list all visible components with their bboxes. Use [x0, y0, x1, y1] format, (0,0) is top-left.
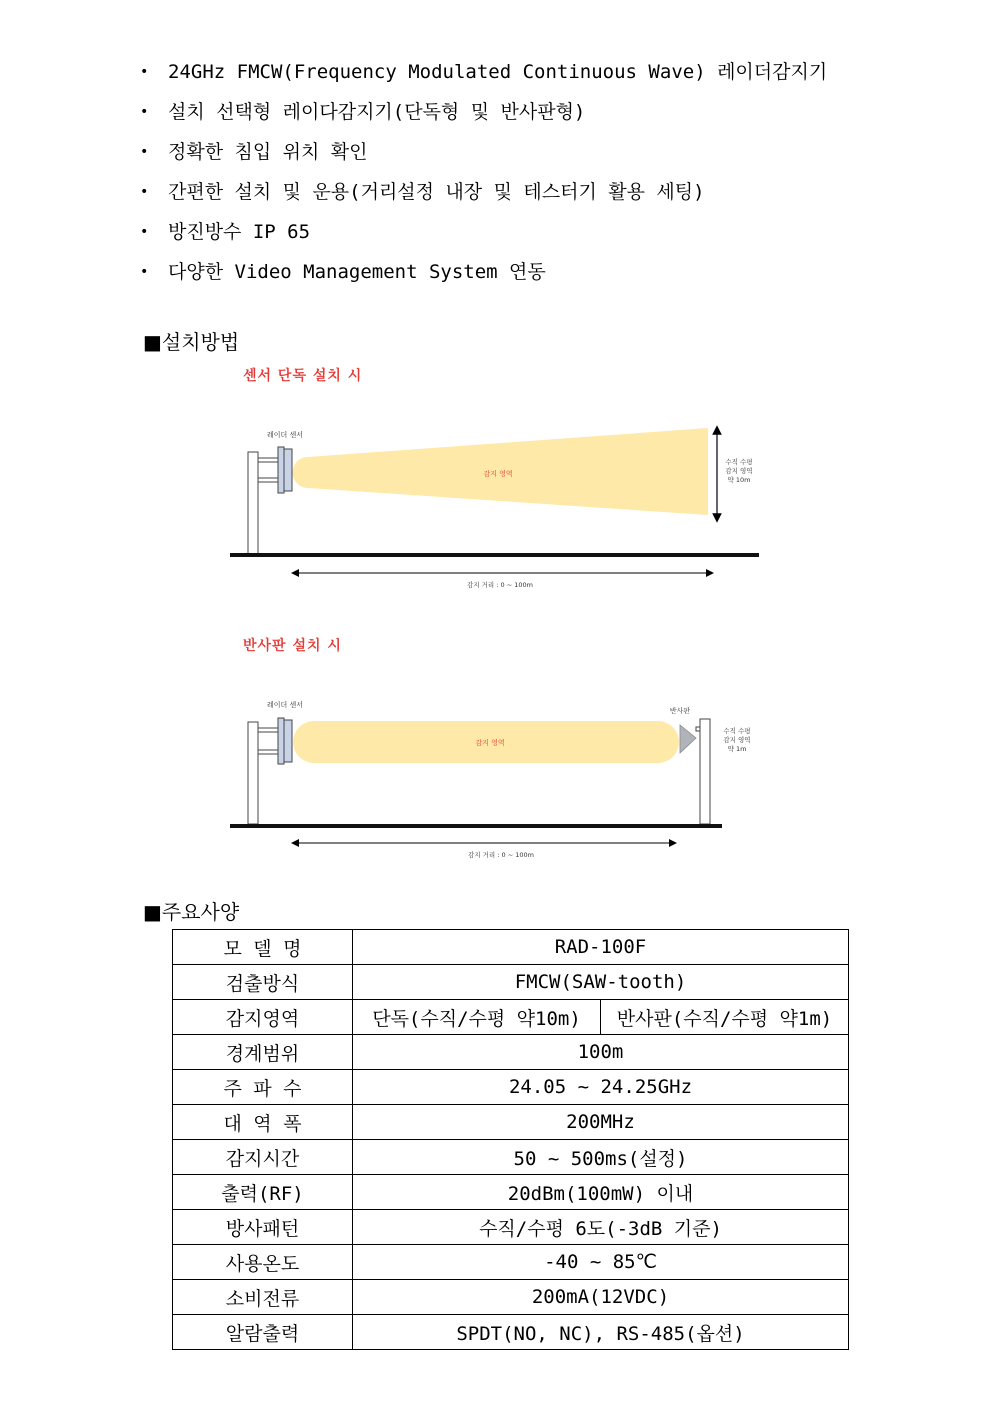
table-row: [173, 1280, 849, 1315]
bullet-icon: •: [140, 224, 149, 240]
table-row: [173, 1315, 849, 1350]
standalone-diagram: [225, 420, 770, 595]
reflector-bracket: [696, 727, 700, 731]
table-row: [173, 1035, 849, 1070]
table-row: [173, 1140, 849, 1175]
bullet-icon: •: [140, 264, 149, 280]
zone-label: 감지 영역: [475, 739, 505, 747]
mounting-pole: [248, 452, 258, 554]
reflector-icon: [680, 725, 696, 753]
feature-item: • 24GHz FMCW(Frequency Modulated Continuous Wave) 레이더감지기: [140, 58, 827, 98]
feature-item: • 방진방수 IP 65: [140, 218, 827, 258]
feature-item: • 설치 선택형 레이다감지기(단독형 및 반사판형): [140, 98, 827, 138]
spec-label: 알람출력: [173, 1315, 353, 1350]
ground-line: [230, 824, 722, 828]
sensor-label: 레이더 센서: [267, 431, 304, 439]
feature-list: [140, 58, 827, 298]
standalone-title: 센서 단독 설치 시: [243, 368, 363, 384]
reflector-diagram: [225, 690, 770, 865]
spec-value: 20dBm(100mW) 이내: [353, 1175, 849, 1210]
side-label: 감지 영역: [725, 467, 753, 475]
spec-label: 검출방식: [173, 965, 353, 1000]
spec-heading: ■주요사양: [143, 900, 240, 924]
bullet-icon: •: [140, 64, 149, 80]
table-row: [173, 1175, 849, 1210]
table-row: [173, 1070, 849, 1105]
feature-item: • 다양한 Video Management System 연동: [140, 258, 827, 298]
radar-sensor-icon: [284, 720, 292, 762]
sensor-bracket: [258, 458, 278, 462]
feature-item: • 정확한 침입 위치 확인: [140, 138, 827, 178]
side-label: 감지 영역: [723, 736, 751, 744]
spec-value: FMCW(SAW-tooth): [353, 965, 849, 1000]
distance-label: 감지 거리 : 0 ~ 100m: [468, 851, 534, 859]
spec-value: 50 ~ 500ms(설정): [353, 1140, 849, 1175]
spec-value: -40 ~ 85℃: [353, 1245, 849, 1280]
spec-label: 감지영역: [173, 1000, 353, 1035]
mounting-pole: [248, 722, 258, 824]
sensor-label: 레이더 센서: [267, 701, 304, 709]
side-label: 수직 수평: [723, 727, 751, 735]
table-row: [173, 1245, 849, 1280]
bullet-icon: •: [140, 104, 149, 120]
spec-label: 대 역 폭: [173, 1105, 353, 1140]
spec-label: 경계범위: [173, 1035, 353, 1070]
spec-value: 24.05 ~ 24.25GHz: [353, 1070, 849, 1105]
spec-label: 주 파 수: [173, 1070, 353, 1105]
table-row: [173, 1105, 849, 1140]
table-row: [173, 1000, 849, 1035]
zone-label: 감지 영역: [483, 470, 513, 478]
spec-value: SPDT(NO, NC), RS-485(옵션): [353, 1315, 849, 1350]
spec-table: [172, 929, 849, 1350]
radar-sensor-icon: [278, 447, 284, 493]
side-label: 수직 수평: [725, 458, 753, 466]
table-row: [173, 930, 849, 965]
sensor-bracket: [258, 750, 278, 754]
reflector-label: 반사판: [669, 707, 691, 715]
spec-label: 사용온도: [173, 1245, 353, 1280]
table-row: [173, 1210, 849, 1245]
side-label: 약 10m: [727, 476, 751, 484]
radar-sensor-icon: [284, 449, 292, 491]
spec-label: 출력(RF): [173, 1175, 353, 1210]
spec-value: 수직/수평 6도(-3dB 기준): [353, 1210, 849, 1245]
reflector-title: 반사판 설치 시: [243, 638, 342, 654]
ground-line: [230, 553, 759, 557]
spec-value: RAD-100F: [353, 930, 849, 965]
spec-value: 200mA(12VDC): [353, 1280, 849, 1315]
spec-value: 100m: [353, 1035, 849, 1070]
bullet-icon: •: [140, 184, 149, 200]
spec-label: 방사패턴: [173, 1210, 353, 1245]
sensor-bracket: [258, 478, 278, 482]
spec-value: 단독(수직/수평 약10m): [353, 1000, 601, 1035]
reflector-pole: [700, 719, 710, 824]
distance-label: 감지 거리 : 0 ~ 100m: [467, 581, 533, 589]
feature-item: • 간편한 설치 및 운용(거리설정 내장 및 테스터기 활용 세팅): [140, 178, 827, 218]
table-row: [173, 965, 849, 1000]
bullet-icon: •: [140, 144, 149, 160]
spec-label: 소비전류: [173, 1280, 353, 1315]
radar-sensor-icon: [278, 718, 284, 764]
install-heading: ■설치방법: [143, 330, 240, 354]
sensor-bracket: [258, 728, 278, 732]
spec-value: 반사판(수직/수평 약1m): [601, 1000, 849, 1035]
spec-label: 감지시간: [173, 1140, 353, 1175]
spec-value: 200MHz: [353, 1105, 849, 1140]
side-label: 약 1m: [727, 745, 747, 753]
spec-label: 모 델 명: [173, 930, 353, 965]
